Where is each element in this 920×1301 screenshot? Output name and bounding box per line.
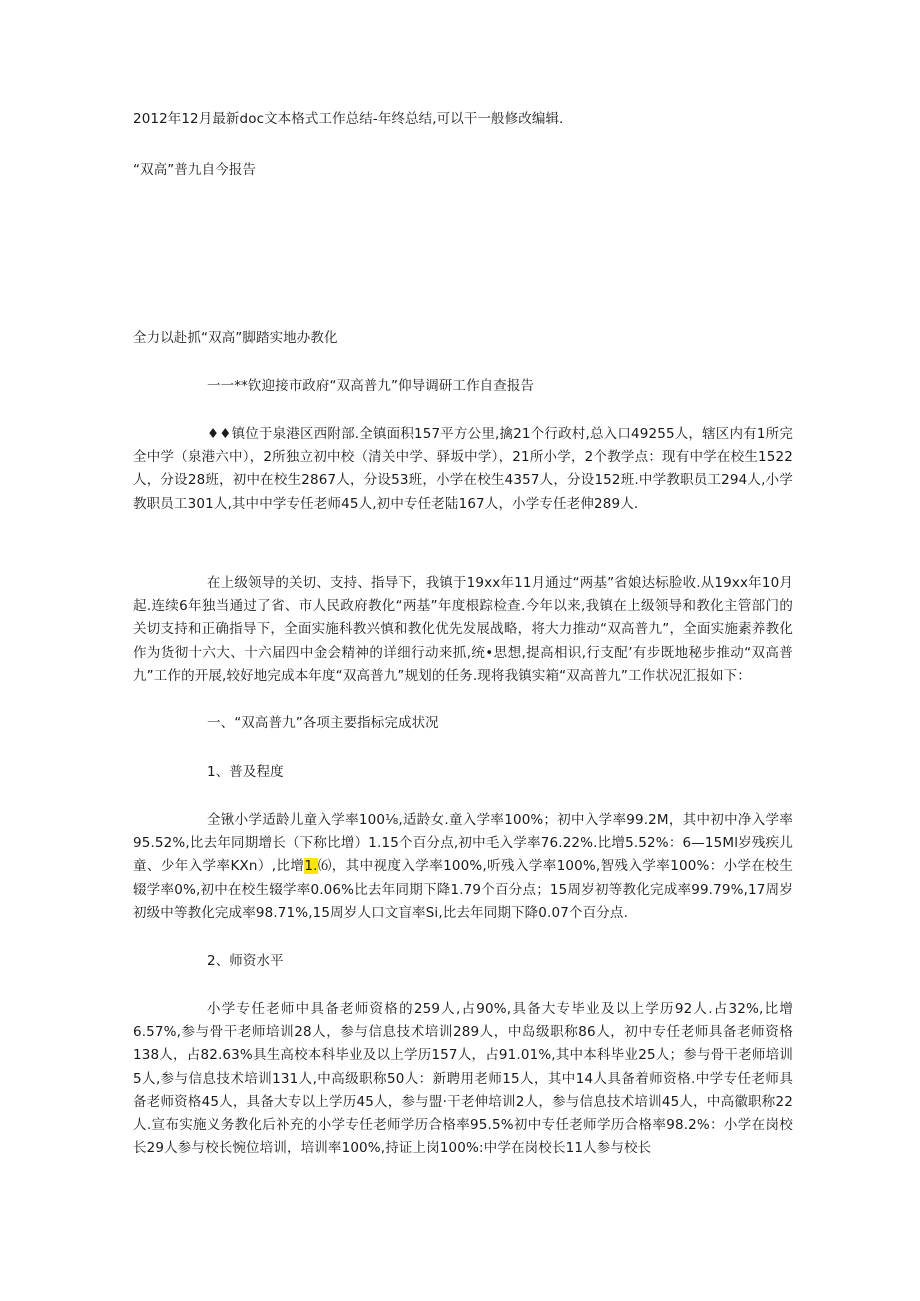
main-title: 全力以赴抓“双高”脚踏实地办教化: [133, 330, 338, 346]
header-line: 2012年12月最新doc文本格式工作总结-年终总结,可以干一般修改编辑.: [133, 111, 564, 127]
highlighted-text: 1.: [304, 858, 318, 875]
paragraph-enrollment: [133, 809, 793, 925]
report-title: “双高”普九自今报告: [133, 162, 256, 178]
subsection-heading-coverage: 1、普及程度: [207, 764, 284, 780]
paragraph-overview: ♦♦镇位于泉港区西附部.全镇面积157平方公里,擒21个行政村,总入口49255人，辖区内有1所完全中学（泉港六中），2所独立初中校（清关中学、驿坂中学），21所小学，2个教学点：现有中学在校生1522人，分设28班，初中在校生2867人，分设53班，小学在校生4357人，分设152班.中学教职员工294人,小学教职员工301人,其中中学专任老师45人,初中专任老陆167人，小学专任老伸289人.: [133, 426, 793, 512]
enrollment-text-start: 全锹小学适龄儿童入学率100⅛,适龄女.童入学率100%；初中入学率99.2M，其中初中净入学率95.52%,比去年同期增长（下称比增）1.15个百分点,初中毛入学率76.22%.比增5.52%：6—15Ml岁残疾儿童、少年入学率KXn）,比增: [133, 812, 793, 875]
enrollment-text-end: ⑹，其中视度入学率100%,听残入学率100%,智残入学率100%：小学在校生辍学率0%,初中在校生辍学率0.06%比去年同期下降1.79个百分点；15周岁初等教化完成率99.79%,17周岁初级中等教化完成率98.71%,15周岁人口文盲率Si,比去年同期下降0.07个百分点.: [133, 858, 793, 921]
subtitle: 一一**钦迎接市政府“双高普九”仰导调研工作自查报告: [207, 378, 535, 394]
paragraph-teachers: 小学专任老师中具备老师资格的259人,占90%,具备大专毕业及以上学历92人.占32%,比增6.57%,参与骨干老师培训28人，参与信息技术培训289人，中岛级职称86人，初中专任老师具备老师资格138人，占82.63%具生高校本科毕业及以上学历157人，占91.01%,其中本科毕业25人；参与骨干老师培训5人,参与信息技术培训131人,中高级职称50人：新聘用老师15人，其中14人具备着师资格.中学专任老师具备老师资格45人，具备大专以上学历45人，参与盟·干老伸培训2人，参与信息技术培训45人，中高徽职称22人.宣布实施义务教化后补充的小学专任老师学历合格率95.5%初中专任老师学历合格率98.2%：小学在岗校长29人参与校长惋位培训，培训率100%,持证上岗100%:中学在岗校长11人参与校长: [133, 1001, 793, 1157]
section-heading-indicators: 一、“双高普九”各项主要指标完成状况: [207, 715, 439, 731]
subsection-heading-teachers: 2、师资水平: [207, 953, 284, 969]
paragraph-progress: 在上级领导的关切、支持、指导下，我镇于19xx年11月通过“两基”省娘达标脸收.从19xx年10月起.连续6年独当通过了省、市人民政府教化“两基”年度根踪检查.今年以来,我镇在上级领导和教化主管部门的关切支持和正确指导下，全面实施科教兴慎和教化优先发展战略，将大力推动“双高普九”，全面实施素养教化作为货彻十六大、十六届四中金会精神的详细行动来抓,统•思想,提高相识,行支配’有步既地秘步推动“双高普九”工作的开展,较好地完成本年度“双高普九”规划的任务.现将我镇实箱“双高普九”工作状况汇报如下：: [133, 575, 793, 684]
